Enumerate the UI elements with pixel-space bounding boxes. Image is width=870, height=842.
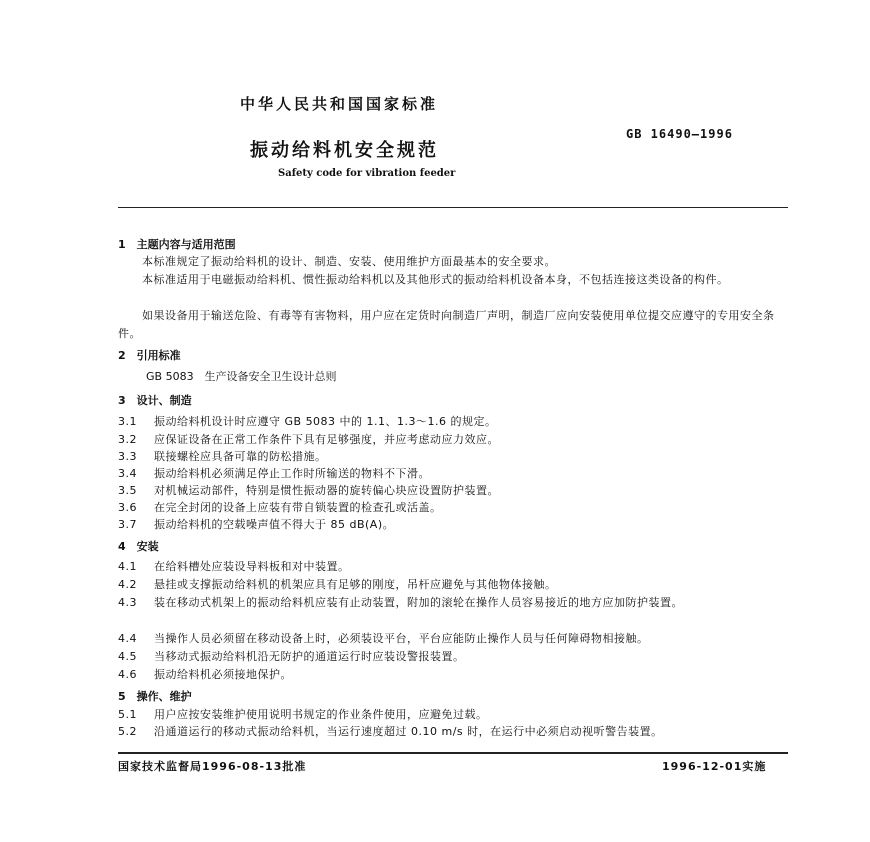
clause-text: 悬挂或支撑振动给料机的机架应具有足够的刚度，吊杆应避免与其他物体接触。 [154, 578, 557, 591]
clause-5-1 [118, 706, 790, 724]
effective-date: 1996-12-01实施 [662, 760, 767, 773]
clause-4-5 [118, 648, 790, 666]
clause-3-6 [118, 499, 790, 517]
normative-reference: GB 5083 生产设备安全卫生设计总则 [146, 370, 337, 383]
section-5-heading: 5 操作、维护 [118, 690, 192, 703]
clause-3-1 [118, 413, 790, 431]
document-title: 振动给料机安全规范 [250, 140, 439, 161]
clause-3-3 [118, 448, 790, 466]
clause-4-1 [118, 558, 790, 576]
clause-number: 3.6 [118, 501, 137, 514]
clause-number: 3.7 [118, 518, 137, 531]
clause-number: 5.1 [118, 708, 137, 721]
clause-text: 用户应按安装维护使用说明书规定的作业条件使用，应避免过载。 [154, 708, 488, 721]
approval-line: 国家技术监督局1996-08-13批准 [118, 760, 307, 773]
clause-3-2 [118, 431, 790, 449]
section-1-para-1: 本标准规定了振动给料机的设计、制造、安装、使用维护方面最基本的安全要求。 [142, 255, 556, 268]
section-1-para-3: 如果设备用于输送危险、有毒等有害物料，用户应在定货时向制造厂声明，制造厂应向安装使用单位提交应遵守的专用安全条件。 [118, 309, 775, 340]
standard-number: GB 16490—1996 [626, 127, 733, 141]
clause-text: 联接螺栓应具备可靠的防松措施。 [154, 450, 327, 463]
clause-number: 3.5 [118, 484, 137, 497]
clause-number: 3.1 [118, 415, 137, 428]
clause-number: 4.1 [118, 560, 137, 573]
section-1-heading: 1 主题内容与适用范围 [118, 238, 236, 251]
clause-text: 沿通道运行的移动式振动给料机，当运行速度超过 0.10 m/s 时，在运行中必须启动视听警告装置。 [154, 725, 663, 738]
clause-text: 当移动式振动给料机沿无防护的通道运行时应装设警报装置。 [154, 650, 465, 663]
english-title: Safety code for vibration feeder [278, 168, 456, 179]
clause-number: 3.4 [118, 467, 137, 480]
clause-text: 振动给料机的空载噪声值不得大于 85 dB(A)。 [154, 518, 395, 531]
clause-text: 当操作人员必须留在移动设备上时，必须装设平台，平台应能防止操作人员与任何障碍物相接触。 [154, 632, 649, 645]
clause-4-6 [118, 666, 790, 684]
header-divider [118, 207, 788, 208]
clause-3-7 [118, 516, 790, 534]
section-2-heading: 2 引用标准 [118, 349, 181, 362]
clause-number: 4.4 [118, 632, 137, 645]
clause-text: 对机械运动部件，特别是惯性振动器的旋转偏心块应设置防护装置。 [154, 484, 499, 497]
clause-number: 3.3 [118, 450, 137, 463]
clause-3-5 [118, 482, 790, 500]
clause-text: 振动给料机必须满足停止工作时所输送的物料不下滑。 [154, 467, 430, 480]
clause-number: 4.6 [118, 668, 137, 681]
clause-text: 在给料槽处应装设导料板和对中装置。 [154, 560, 350, 573]
clause-3-4 [118, 465, 790, 483]
clause-number: 4.5 [118, 650, 137, 663]
clause-number: 4.2 [118, 578, 137, 591]
clause-number: 4.3 [118, 596, 137, 609]
clause-text: 应保证设备在正常工作条件下具有足够强度，并应考虑动应力效应。 [154, 433, 499, 446]
footer-divider [118, 752, 788, 754]
clause-number: 3.2 [118, 433, 137, 446]
clause-4-3 [118, 594, 790, 612]
section-4-heading: 4 安装 [118, 540, 159, 553]
clause-text: 装在移动式机架上的振动给料机应装有止动装置，附加的滚轮在操作人员容易接近的地方应加防护装置。 [154, 596, 683, 609]
clause-4-2 [118, 576, 790, 594]
clause-text: 振动给料机必须接地保护。 [154, 668, 292, 681]
clause-5-2 [118, 723, 790, 741]
clause-number: 5.2 [118, 725, 137, 738]
section-1-para-2: 本标准适用于电磁振动给料机、惯性振动给料机以及其他形式的振动给料机设备本身，不包括连接这类设备的构件。 [142, 273, 729, 286]
clause-4-4 [118, 630, 790, 648]
section-3-heading: 3 设计、制造 [118, 394, 192, 407]
issuing-body: 中华人民共和国国家标准 [240, 95, 439, 113]
clause-text: 振动给料机设计时应遵守 GB 5083 中的 1.1、1.3～1.6 的规定。 [154, 415, 497, 428]
clause-text: 在完全封闭的设备上应装有带自锁装置的检查孔或活盖。 [154, 501, 442, 514]
